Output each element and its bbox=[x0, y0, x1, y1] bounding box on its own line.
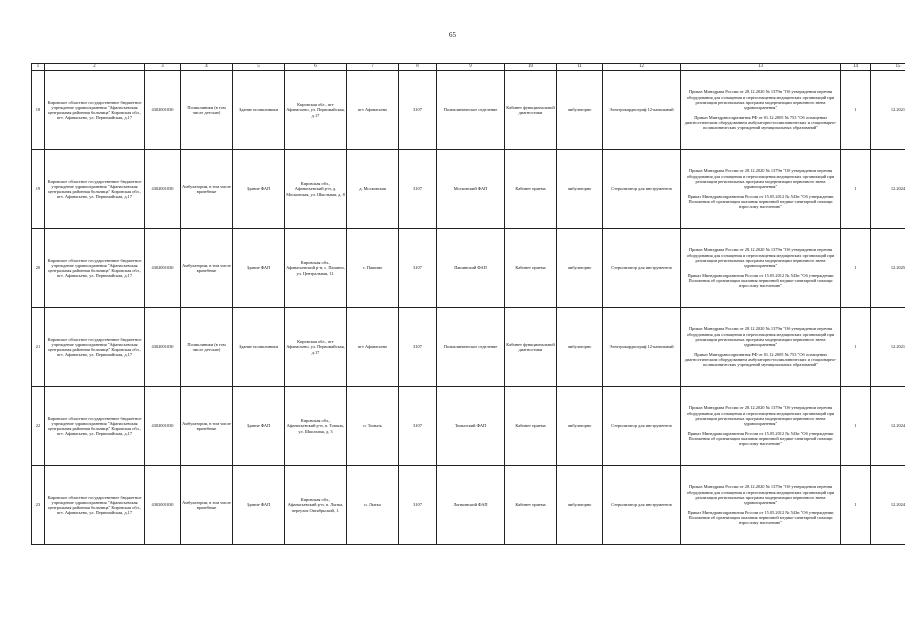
quantity-cell: 1 bbox=[841, 71, 871, 150]
building-cell: Здание ФАП bbox=[233, 387, 285, 466]
room-cell: Кабинет приема bbox=[505, 229, 557, 308]
date-cell: 12.2024 bbox=[871, 387, 905, 466]
row-number-cell: 21 bbox=[32, 308, 45, 387]
unit-type-cell: Поликлиники (в том числе детские) bbox=[181, 308, 233, 387]
oktmo-cell: 3107 bbox=[399, 387, 437, 466]
quantity-cell: 1 bbox=[841, 229, 871, 308]
room-cell: Кабинет приема bbox=[505, 150, 557, 229]
department-cell: Пашинский ФАП bbox=[437, 229, 505, 308]
quantity-cell: 1 bbox=[841, 387, 871, 466]
row-number-cell: 23 bbox=[32, 466, 45, 545]
department-cell: Томызский ФАП bbox=[437, 387, 505, 466]
settlement-cell: д. Московская bbox=[347, 150, 399, 229]
legal-basis-paragraph: Приказ Минздравсоцразвития России от 15.05.2012 № 543н "Об утверждении Положения об организации оказания первичной медико-санитарной помощи взрослому населению" bbox=[687, 510, 834, 526]
legal-basis-paragraph: Приказ Минздравсоцразвития РФ от 01.12.2005 № 753 "Об оснащении диагностическим оборудованием амбулаторно-поликлинических и стационарно-поликлинических учреждений муниципальных образований" bbox=[684, 115, 837, 131]
care-condition-cell: амбулаторно bbox=[557, 150, 603, 229]
inn-code-cell: 4302001030 bbox=[145, 229, 181, 308]
legal-basis-cell bbox=[681, 229, 841, 308]
legal-basis-cell bbox=[681, 150, 841, 229]
legal-basis-paragraph: Приказ Минздрава России от 28.12.2020 № 1379н "Об утверждении перечня оборудования для оснащения и переоснащения медицинских организаций при реализации региональных программ модернизации первичного звена здравоохранения" bbox=[686, 326, 835, 347]
column-number: 1 bbox=[32, 64, 45, 71]
date-cell: 12.2021 bbox=[871, 308, 905, 387]
oktmo-cell: 3107 bbox=[399, 150, 437, 229]
date-cell: 12.2024 bbox=[871, 150, 905, 229]
organization-cell: Кировское областное государственное бюджетное учреждение здравоохранения "Афанасьевская центральная районная больница" Кировская обл., пгт. Афанасьево, ул. Первомайская, д.17 bbox=[45, 308, 145, 387]
inn-code-cell: 4302001030 bbox=[145, 150, 181, 229]
table-row bbox=[32, 466, 905, 545]
care-condition-cell: амбулаторно bbox=[557, 308, 603, 387]
inn-code-cell: 4302001030 bbox=[145, 71, 181, 150]
room-cell: Кабинет функциональной диагностики bbox=[505, 71, 557, 150]
room-cell: Кабинет функциональной диагностики bbox=[505, 308, 557, 387]
address-cell: Кировская обл., Афанасьевский р-н, п. Томызь, ул. Школьная, д. 3 bbox=[285, 387, 347, 466]
column-number: 3 bbox=[145, 64, 181, 71]
column-number: 4 bbox=[181, 64, 233, 71]
legal-basis-paragraph: Приказ Минздрава России от 28.12.2020 № 1379н "Об утверждении перечня оборудования для оснащения и переоснащения медицинских организаций при реализации региональных программ модернизации первичного звена здравоохранения" bbox=[686, 247, 835, 268]
row-number-cell: 22 bbox=[32, 387, 45, 466]
column-number: 12 bbox=[603, 64, 681, 71]
equipment-cell: Электрокардиограф 12-канальный bbox=[603, 71, 681, 150]
department-cell: Лыткинский ФАП bbox=[437, 466, 505, 545]
settlement-cell: п. Лытка bbox=[347, 466, 399, 545]
address-cell: Кировская обл., пгт Афанасьево, ул. Первомайская, д.17 bbox=[285, 308, 347, 387]
inn-code-cell: 4302001030 bbox=[145, 387, 181, 466]
legal-basis-cell bbox=[681, 308, 841, 387]
legal-basis-paragraph: Приказ Минздрава России от 28.12.2020 № 1379н "Об утверждении перечня оборудования для оснащения и переоснащения медицинских организаций при реализации региональных программ модернизации первичного звена здравоохранения" bbox=[686, 168, 835, 189]
building-cell: Здание ФАП bbox=[233, 466, 285, 545]
legal-basis-paragraph: Приказ Минздрава России от 28.12.2020 № 1379н "Об утверждении перечня оборудования для оснащения и переоснащения медицинских организаций при реализации региональных программ модернизации первичного звена здравоохранения" bbox=[686, 89, 835, 110]
address-cell: Кировская обл., пгт Афанасьево, ул. Первомайская, д.17 bbox=[285, 71, 347, 150]
equipment-cell: Стерилизатор для инструментов bbox=[603, 229, 681, 308]
table-row bbox=[32, 150, 905, 229]
date-cell: 12.2021 bbox=[871, 71, 905, 150]
unit-type-cell: Амбулатории, в том числе врачебные bbox=[181, 387, 233, 466]
organization-cell: Кировское областное государственное бюджетное учреждение здравоохранения "Афанасьевская центральная районная больница" Кировская обл., пгт. Афанасьево, ул. Первомайская, д.17 bbox=[45, 229, 145, 308]
equipment-cell: Стерилизатор для инструментов bbox=[603, 466, 681, 545]
oktmo-cell: 3107 bbox=[399, 308, 437, 387]
care-condition-cell: амбулаторно bbox=[557, 466, 603, 545]
row-number-cell: 18 bbox=[32, 71, 45, 150]
care-condition-cell: амбулаторно bbox=[557, 71, 603, 150]
row-number-cell: 19 bbox=[32, 150, 45, 229]
column-number: 9 bbox=[437, 64, 505, 71]
inn-code-cell: 4302001030 bbox=[145, 466, 181, 545]
care-condition-cell: амбулаторно bbox=[557, 229, 603, 308]
unit-type-cell: Амбулатории, в том числе врачебные bbox=[181, 466, 233, 545]
page-number: 65 bbox=[449, 31, 456, 39]
organization-cell: Кировское областное государственное бюджетное учреждение здравоохранения "Афанасьевская центральная районная больница" Кировская обл., пгт. Афанасьево, ул. Первомайская, д.17 bbox=[45, 466, 145, 545]
organization-cell: Кировское областное государственное бюджетное учреждение здравоохранения "Афанасьевская центральная районная больница" Кировская обл., пгт. Афанасьево, ул. Первомайская, д.17 bbox=[45, 150, 145, 229]
oktmo-cell: 3107 bbox=[399, 466, 437, 545]
settlement-cell: пгт Афанасьево bbox=[347, 71, 399, 150]
legal-basis-paragraph: Приказ Минздравсоцразвития РФ от 01.12.2005 № 753 "Об оснащении диагностическим оборудованием амбулаторно-поликлинических и стационарно-поликлинических учреждений муниципальных образований" bbox=[684, 352, 837, 368]
equipment-register-table bbox=[31, 63, 905, 545]
column-number: 15 bbox=[871, 64, 905, 71]
building-cell: Здание поликлиники bbox=[233, 308, 285, 387]
row-number-cell: 20 bbox=[32, 229, 45, 308]
date-cell: 12.2025 bbox=[871, 229, 905, 308]
department-cell: Московский ФАП bbox=[437, 150, 505, 229]
legal-basis-cell bbox=[681, 387, 841, 466]
organization-cell: Кировское областное государственное бюджетное учреждение здравоохранения "Афанасьевская центральная районная больница" Кировская обл., пгт. Афанасьево, ул. Первомайская, д.17 bbox=[45, 71, 145, 150]
inn-code-cell: 4302001030 bbox=[145, 308, 181, 387]
legal-basis-cell bbox=[681, 71, 841, 150]
equipment-cell: Стерилизатор для инструментов bbox=[603, 150, 681, 229]
settlement-cell: п. Томызь bbox=[347, 387, 399, 466]
column-number: 14 bbox=[841, 64, 871, 71]
legal-basis-paragraph: Приказ Минздрава России от 28.12.2020 № 1379н "Об утверждении перечня оборудования для оснащения и переоснащения медицинских организаций при реализации региональных программ модернизации первичного звена здравоохранения" bbox=[686, 484, 835, 505]
care-condition-cell: амбулаторно bbox=[557, 387, 603, 466]
equipment-cell: Электрокардиограф 12-канальный bbox=[603, 308, 681, 387]
legal-basis-cell bbox=[681, 466, 841, 545]
table-row bbox=[32, 387, 905, 466]
legal-basis-paragraph: Приказ Минздравсоцразвития России от 15.05.2012 № 543н "Об утверждении Положения об организации оказания первичной медико-санитарной помощи взрослому населению" bbox=[687, 194, 834, 210]
unit-type-cell: Поликлиники (в том числе детские) bbox=[181, 71, 233, 150]
unit-type-cell: Амбулатории, в том числе врачебные bbox=[181, 150, 233, 229]
column-number: 8 bbox=[399, 64, 437, 71]
address-cell: Кировская обл., Афанасьевский р-н, с. Пашино, ул. Центральная, 11. bbox=[285, 229, 347, 308]
organization-cell: Кировское областное государственное бюджетное учреждение здравоохранения "Афанасьевская центральная районная больница" Кировская обл., пгт. Афанасьево, ул. Первомайская, д.17 bbox=[45, 387, 145, 466]
legal-basis-paragraph: Приказ Минздравсоцразвития России от 15.05.2012 № 543н "Об утверждении Положения об организации оказания первичной медико-санитарной помощи взрослому населению" bbox=[687, 273, 834, 289]
column-number: 5 bbox=[233, 64, 285, 71]
table-row bbox=[32, 229, 905, 308]
column-number: 2 bbox=[45, 64, 145, 71]
column-number: 11 bbox=[557, 64, 603, 71]
unit-type-cell: Амбулатории, в том числе врачебные bbox=[181, 229, 233, 308]
building-cell: Здание ФАП bbox=[233, 150, 285, 229]
settlement-cell: пгт Афанасьево bbox=[347, 308, 399, 387]
quantity-cell: 1 bbox=[841, 308, 871, 387]
address-cell: Кировская обл., Афанасьевский р-н, д. Московская, ул. Школьная, д. 8 bbox=[285, 150, 347, 229]
department-cell: Поликлиническое отделение bbox=[437, 308, 505, 387]
column-number: 6 bbox=[285, 64, 347, 71]
settlement-cell: с. Пашино bbox=[347, 229, 399, 308]
room-cell: Кабинет приема bbox=[505, 387, 557, 466]
building-cell: Здание ФАП bbox=[233, 229, 285, 308]
oktmo-cell: 3107 bbox=[399, 71, 437, 150]
address-cell: Кировская обл., Афанасьевский р-н, п. Лытка, переулок Октябрьский, 1. bbox=[285, 466, 347, 545]
date-cell: 12.2024 bbox=[871, 466, 905, 545]
room-cell: Кабинет приема bbox=[505, 466, 557, 545]
column-number: 13 bbox=[681, 64, 841, 71]
department-cell: Поликлиническое отделение bbox=[437, 71, 505, 150]
quantity-cell: 1 bbox=[841, 466, 871, 545]
oktmo-cell: 3107 bbox=[399, 229, 437, 308]
column-number: 7 bbox=[347, 64, 399, 71]
table-row bbox=[32, 308, 905, 387]
building-cell: Здание поликлиники bbox=[233, 71, 285, 150]
column-number-row bbox=[32, 64, 905, 71]
table-row bbox=[32, 71, 905, 150]
quantity-cell: 1 bbox=[841, 150, 871, 229]
equipment-cell: Стерилизатор для инструментов bbox=[603, 387, 681, 466]
legal-basis-paragraph: Приказ Минздрава России от 28.12.2020 № 1379н "Об утверждении перечня оборудования для оснащения и переоснащения медицинских организаций при реализации региональных программ модернизации первичного звена здравоохранения" bbox=[686, 405, 835, 426]
legal-basis-paragraph: Приказ Минздравсоцразвития России от 15.05.2012 № 543н "Об утверждении Положения об организации оказания первичной медико-санитарной помощи взрослому населению" bbox=[687, 431, 834, 447]
column-number: 10 bbox=[505, 64, 557, 71]
